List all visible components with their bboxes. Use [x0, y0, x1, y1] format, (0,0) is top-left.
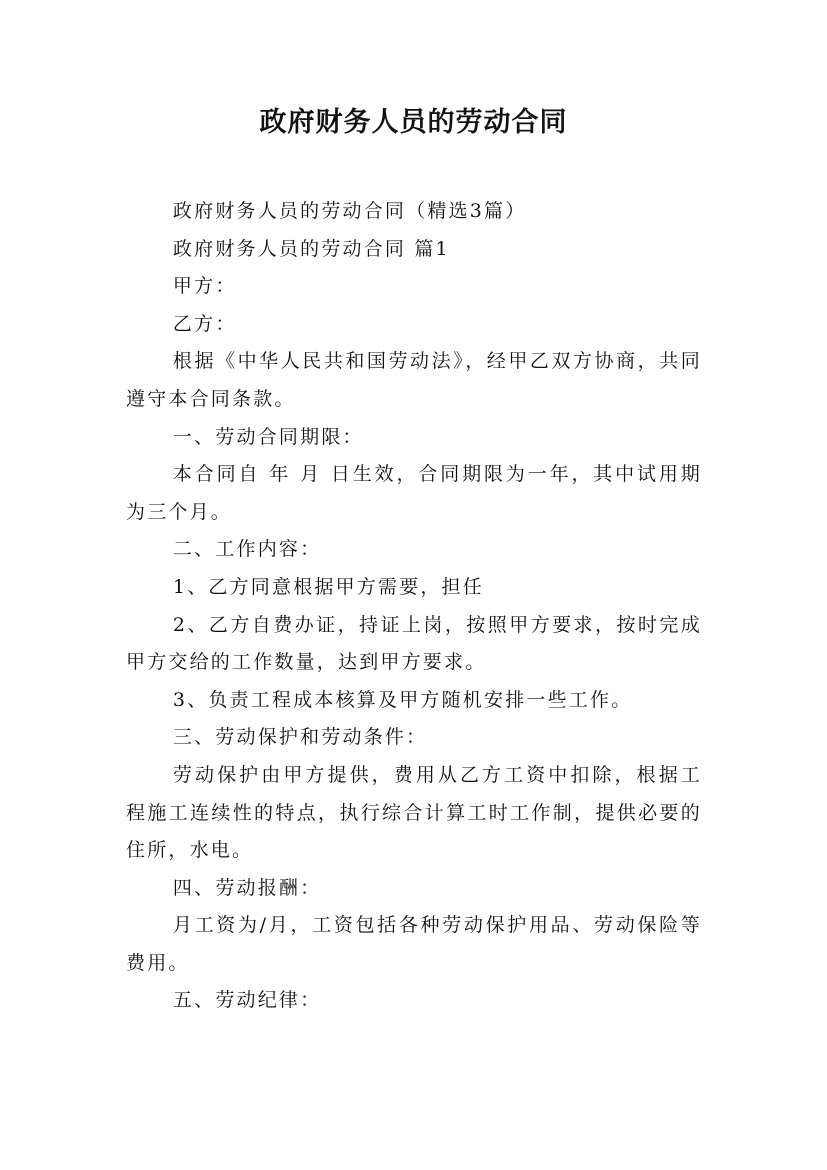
document-body — [126, 193, 702, 1020]
paragraph-pay: 月工资为/月，工资包括各种劳动保护用品、劳动保险等费用。 — [126, 914, 702, 974]
clause-heading-protection: 三、劳动保护和劳动条件： — [172, 726, 428, 749]
paragraph-protection: 劳动保护由甲方提供，费用从乙方工资中扣除，根据工程施工连续性的特点，执行综合计算工时工作制，提供必要的住所，水电。 — [126, 763, 702, 862]
clause-heading-discipline: 五、劳动纪律： — [172, 989, 322, 1012]
paragraph-work-item-3: 3、负责工程成本核算及甲方随机安排一些工作。 — [172, 688, 633, 711]
paragraph-preamble: 根据《中华人民共和国劳动法》，经甲乙双方协商，共同遵守本合同条款。 — [126, 350, 702, 410]
clause-heading-pay: 四、劳动报酬： — [172, 876, 322, 899]
paragraph-term: 本合同自 年 月 日生效，合同期限为一年，其中试用期为三个月。 — [126, 463, 702, 523]
paragraph-party-a: 甲方： — [172, 275, 237, 298]
clause-heading-term: 一、劳动合同期限： — [172, 425, 364, 448]
clause-heading-work: 二、工作内容： — [172, 538, 322, 561]
paragraph-subtitle: 政府财务人员的劳动合同（精选3篇） — [172, 200, 527, 222]
paragraph-work-item-2: 2、乙方自费办证，持证上岗，按照甲方要求，按时完成甲方交给的工作数量，达到甲方要求。 — [126, 613, 702, 674]
paragraph-section-heading: 政府财务人员的劳动合同 篇1 — [172, 237, 450, 260]
document-title: 政府财务人员的劳动合同 — [259, 107, 568, 138]
paragraph-work-item-1: 1、乙方同意根据甲方需要，担任 — [172, 575, 485, 598]
paragraph-party-b: 乙方： — [172, 312, 237, 335]
